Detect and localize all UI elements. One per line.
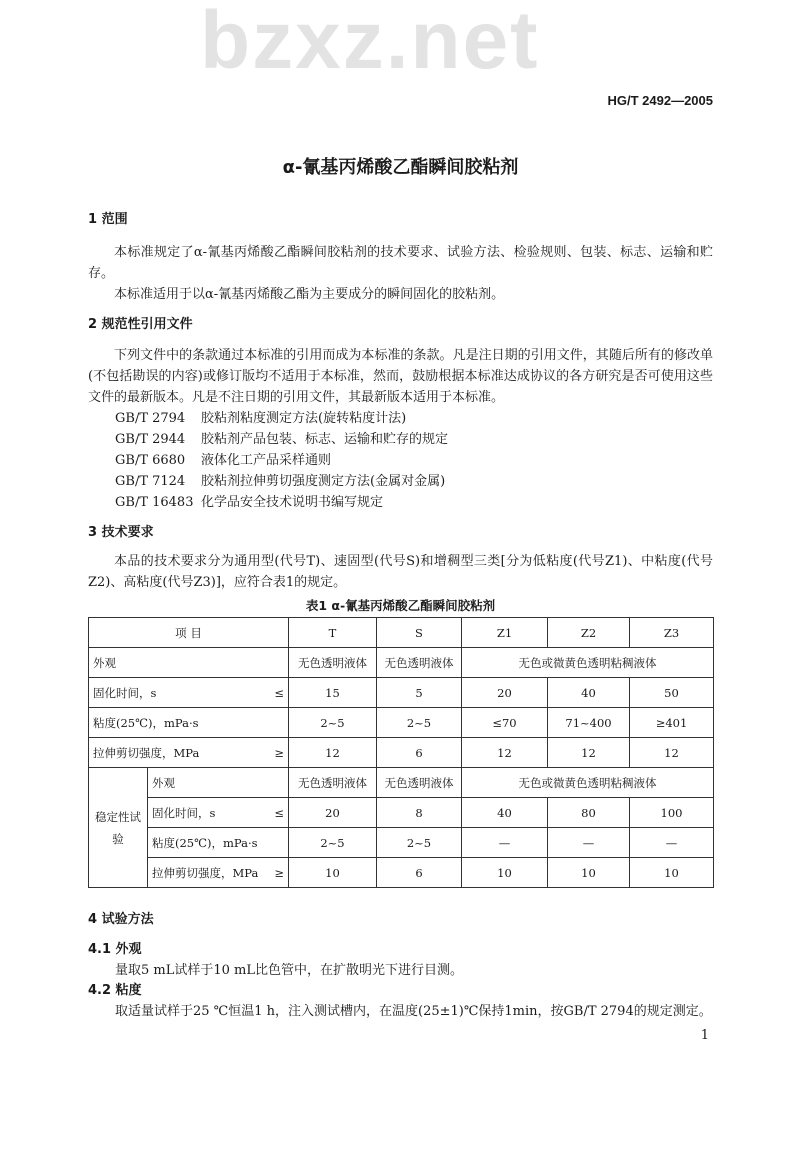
cell: 12 bbox=[548, 738, 630, 768]
ref-title: 胶粘剂产品包装、标志、运输和贮存的规定 bbox=[201, 432, 449, 447]
cell: 6 bbox=[377, 858, 462, 888]
table-header-row bbox=[89, 618, 714, 648]
cell: 12 bbox=[289, 738, 377, 768]
reference-item bbox=[88, 408, 713, 429]
ref-code: GB/T 7124 bbox=[115, 474, 186, 489]
ref-code: GB/T 16483 bbox=[115, 495, 194, 510]
cell: 15 bbox=[289, 678, 377, 708]
cell: 80 bbox=[548, 798, 630, 828]
cell: 50 bbox=[630, 678, 714, 708]
cell: 无色或微黄色透明粘稠液体 bbox=[462, 768, 714, 798]
section-2-heading: 2 规范性引用文件 bbox=[88, 317, 193, 332]
row-label: 外观 bbox=[148, 768, 289, 798]
section-4-heading: 4 试验方法 bbox=[88, 912, 154, 927]
table-row bbox=[89, 708, 714, 738]
cell: 6 bbox=[377, 738, 462, 768]
cell: 2~5 bbox=[289, 708, 377, 738]
header-cell: Z2 bbox=[548, 618, 630, 648]
cell: 2~5 bbox=[377, 828, 462, 858]
document-title: α-氰基丙烯酸乙酯瞬间胶粘剂 bbox=[282, 157, 519, 178]
row-label: 粘度(25℃)，mPa·s bbox=[148, 828, 289, 858]
cell: 无色透明液体 bbox=[377, 768, 462, 798]
section-4-2-heading: 4.2 粘度 bbox=[88, 983, 142, 998]
table-row bbox=[89, 768, 714, 798]
row-label: 外观 bbox=[89, 648, 289, 678]
cell: — bbox=[630, 828, 714, 858]
cell: 无色透明液体 bbox=[289, 648, 377, 678]
row-label bbox=[89, 678, 289, 708]
table-caption: 表1 α-氰基丙烯酸乙酯瞬间胶粘剂 bbox=[305, 598, 496, 613]
cell: 10 bbox=[630, 858, 714, 888]
section-2-para-1: 下列文件中的条款通过本标准的引用而成为本标准的条款。凡是注日期的引用文件，其随后所有的修改单(不包括勘误的内容)或修订版均不适用于本标准，然而，鼓励根据本标准达成协议的各方研究是否可使用这些文件的最新版本。凡是不注日期的引用文件，其最新版本适用于本标准。 bbox=[88, 348, 713, 405]
cell: — bbox=[462, 828, 548, 858]
cell: ≤70 bbox=[462, 708, 548, 738]
cell: — bbox=[548, 828, 630, 858]
cell: 20 bbox=[462, 678, 548, 708]
cell: 71~400 bbox=[548, 708, 630, 738]
header-cell: Z1 bbox=[462, 618, 548, 648]
row-label bbox=[148, 798, 289, 828]
cell: ≥401 bbox=[630, 708, 714, 738]
label-text: 固化时间，s bbox=[93, 685, 157, 700]
label-text: 固化时间，s bbox=[152, 805, 216, 820]
cell: 20 bbox=[289, 798, 377, 828]
header-cell: S bbox=[377, 618, 462, 648]
cell: 100 bbox=[630, 798, 714, 828]
group-label: 稳定性试验 bbox=[89, 768, 148, 888]
limit-symbol: ≥ bbox=[274, 865, 284, 880]
table-row bbox=[89, 858, 714, 888]
header-cell: Z3 bbox=[630, 618, 714, 648]
cell: 40 bbox=[462, 798, 548, 828]
section-1-para-2: 本标准适用于以α-氰基丙烯酸乙酯为主要成分的瞬间固化的胶粘剂。 bbox=[114, 287, 505, 302]
standard-number: HG/T 2492—2005 bbox=[607, 93, 713, 108]
cell: 无色或微黄色透明粘稠液体 bbox=[462, 648, 714, 678]
page-content bbox=[88, 92, 713, 1043]
header-cell: 项 目 bbox=[89, 618, 289, 648]
reference-item bbox=[88, 429, 713, 450]
label-text: 拉伸剪切强度，MPa bbox=[152, 865, 259, 880]
ref-title: 化学品安全技术说明书编写规定 bbox=[201, 495, 384, 510]
cell: 2~5 bbox=[377, 708, 462, 738]
spec-table bbox=[88, 617, 714, 888]
section-3-para-1: 本品的技术要求分为通用型(代号T)、速固型(代号S)和增稠型三类[分为低粘度(代号Z1)、中粘度(代号Z2)、高粘度(代号Z3)]，应符合表1的规定。 bbox=[88, 554, 713, 590]
reference-item bbox=[88, 450, 713, 471]
ref-code: GB/T 6680 bbox=[115, 453, 186, 468]
section-4-1-para: 量取5 mL试样于10 mL比色管中，在扩散明光下进行目测。 bbox=[115, 963, 463, 978]
section-4-1-heading: 4.1 外观 bbox=[88, 942, 142, 957]
cell: 无色透明液体 bbox=[377, 648, 462, 678]
cell: 5 bbox=[377, 678, 462, 708]
row-label: 粘度(25℃)，mPa·s bbox=[89, 708, 289, 738]
cell: 无色透明液体 bbox=[289, 768, 377, 798]
row-label bbox=[148, 858, 289, 888]
ref-title: 液体化工产品采样通则 bbox=[201, 453, 332, 468]
section-1-heading: 1 范围 bbox=[88, 212, 128, 227]
section-3-heading: 3 技术要求 bbox=[88, 525, 154, 540]
cell: 12 bbox=[462, 738, 548, 768]
limit-symbol: ≥ bbox=[274, 745, 284, 760]
table-row bbox=[89, 648, 714, 678]
cell: 10 bbox=[289, 858, 377, 888]
watermark: bzxz.net bbox=[200, 0, 540, 86]
section-1-para-1: 本标准规定了α-氰基丙烯酸乙酯瞬间胶粘剂的技术要求、试验方法、检验规则、包装、标志、运输和贮存。 bbox=[88, 245, 713, 281]
limit-symbol: ≤ bbox=[274, 805, 284, 820]
label-text: 拉伸剪切强度，MPa bbox=[93, 745, 200, 760]
cell: 10 bbox=[548, 858, 630, 888]
ref-title: 胶粘剂拉伸剪切强度测定方法(金属对金属) bbox=[201, 474, 446, 489]
ref-code: GB/T 2944 bbox=[115, 432, 186, 447]
limit-symbol: ≤ bbox=[274, 685, 284, 700]
reference-item bbox=[88, 492, 713, 513]
reference-item bbox=[88, 471, 713, 492]
section-4-2-para: 取适量试样于25 ℃恒温1 h，注入测试槽内，在温度(25±1)℃保持1min，按GB/T 2794的规定测定。 bbox=[115, 1004, 712, 1019]
table-row bbox=[89, 798, 714, 828]
cell: 8 bbox=[377, 798, 462, 828]
table-row bbox=[89, 738, 714, 768]
cell: 2~5 bbox=[289, 828, 377, 858]
ref-title: 胶粘剂粘度测定方法(旋转粘度计法) bbox=[201, 411, 407, 426]
ref-code: GB/T 2794 bbox=[115, 411, 186, 426]
cell: 12 bbox=[630, 738, 714, 768]
table-row bbox=[89, 828, 714, 858]
header-cell: T bbox=[289, 618, 377, 648]
table-row bbox=[89, 678, 714, 708]
cell: 10 bbox=[462, 858, 548, 888]
page-number: 1 bbox=[700, 1028, 709, 1043]
row-label bbox=[89, 738, 289, 768]
cell: 40 bbox=[548, 678, 630, 708]
